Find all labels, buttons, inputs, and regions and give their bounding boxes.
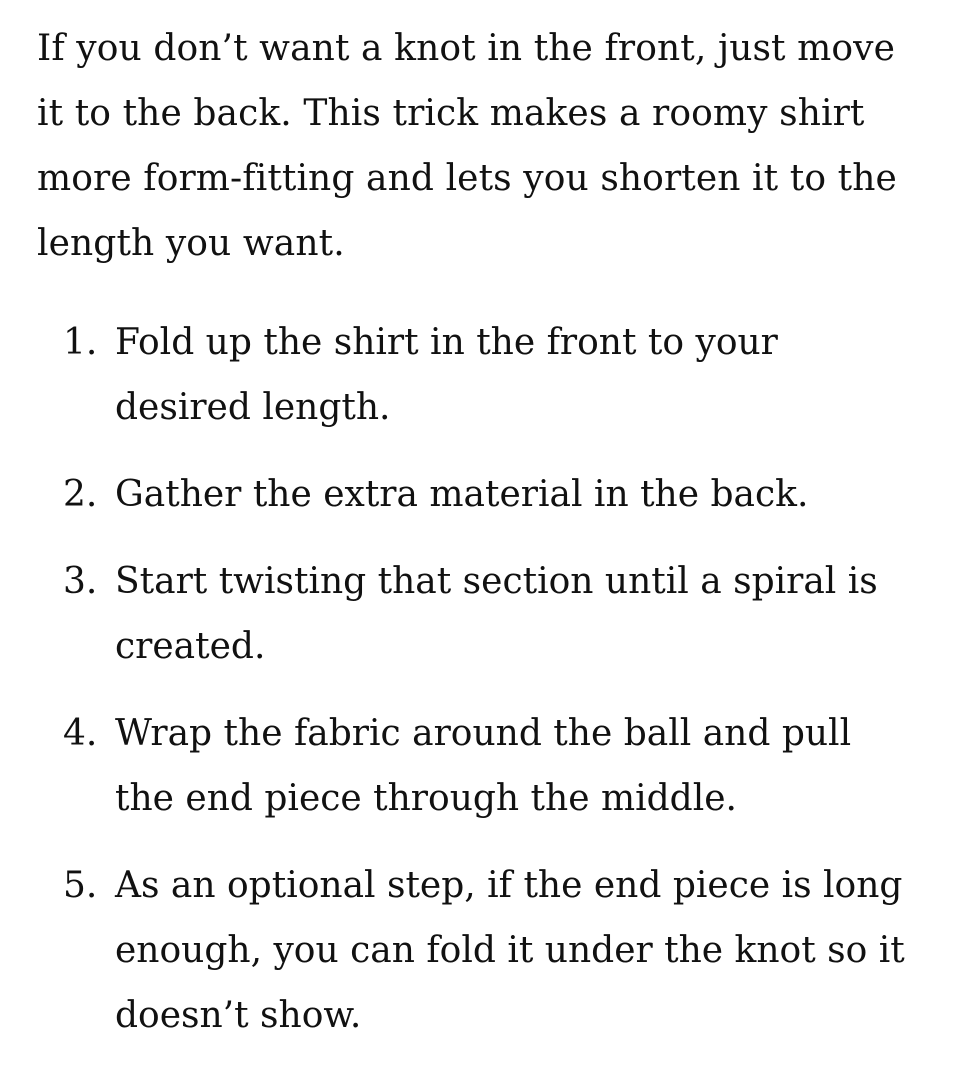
step-number: 3.: [63, 561, 98, 602]
list-item: [37, 462, 920, 527]
step-text: Gather the extra material in the back.: [115, 474, 809, 515]
step-text: Wrap the fabric around the ball and pull the end piece through the middle.: [115, 713, 852, 819]
list-item: [37, 853, 920, 1048]
list-item: [37, 310, 920, 440]
step-text: Start twisting that section until a spiral is created.: [115, 561, 878, 667]
step-number: 5.: [63, 865, 98, 906]
list-item: [37, 549, 920, 679]
steps-list: [37, 310, 920, 1048]
intro-paragraph: If you don’t want a knot in the front, just move it to the back. This trick makes a roomy shirt more form-fitting and lets you shorten it to the length you want.: [37, 28, 897, 264]
step-text: Fold up the shirt in the front to your desired length.: [115, 322, 778, 428]
list-item: [37, 701, 920, 831]
step-number: 1.: [63, 322, 98, 363]
step-number: 4.: [63, 713, 98, 754]
step-text: As an optional step, if the end piece is long enough, you can fold it under the knot so it doesn’t show.: [115, 865, 905, 1036]
step-number: 2.: [63, 474, 98, 515]
